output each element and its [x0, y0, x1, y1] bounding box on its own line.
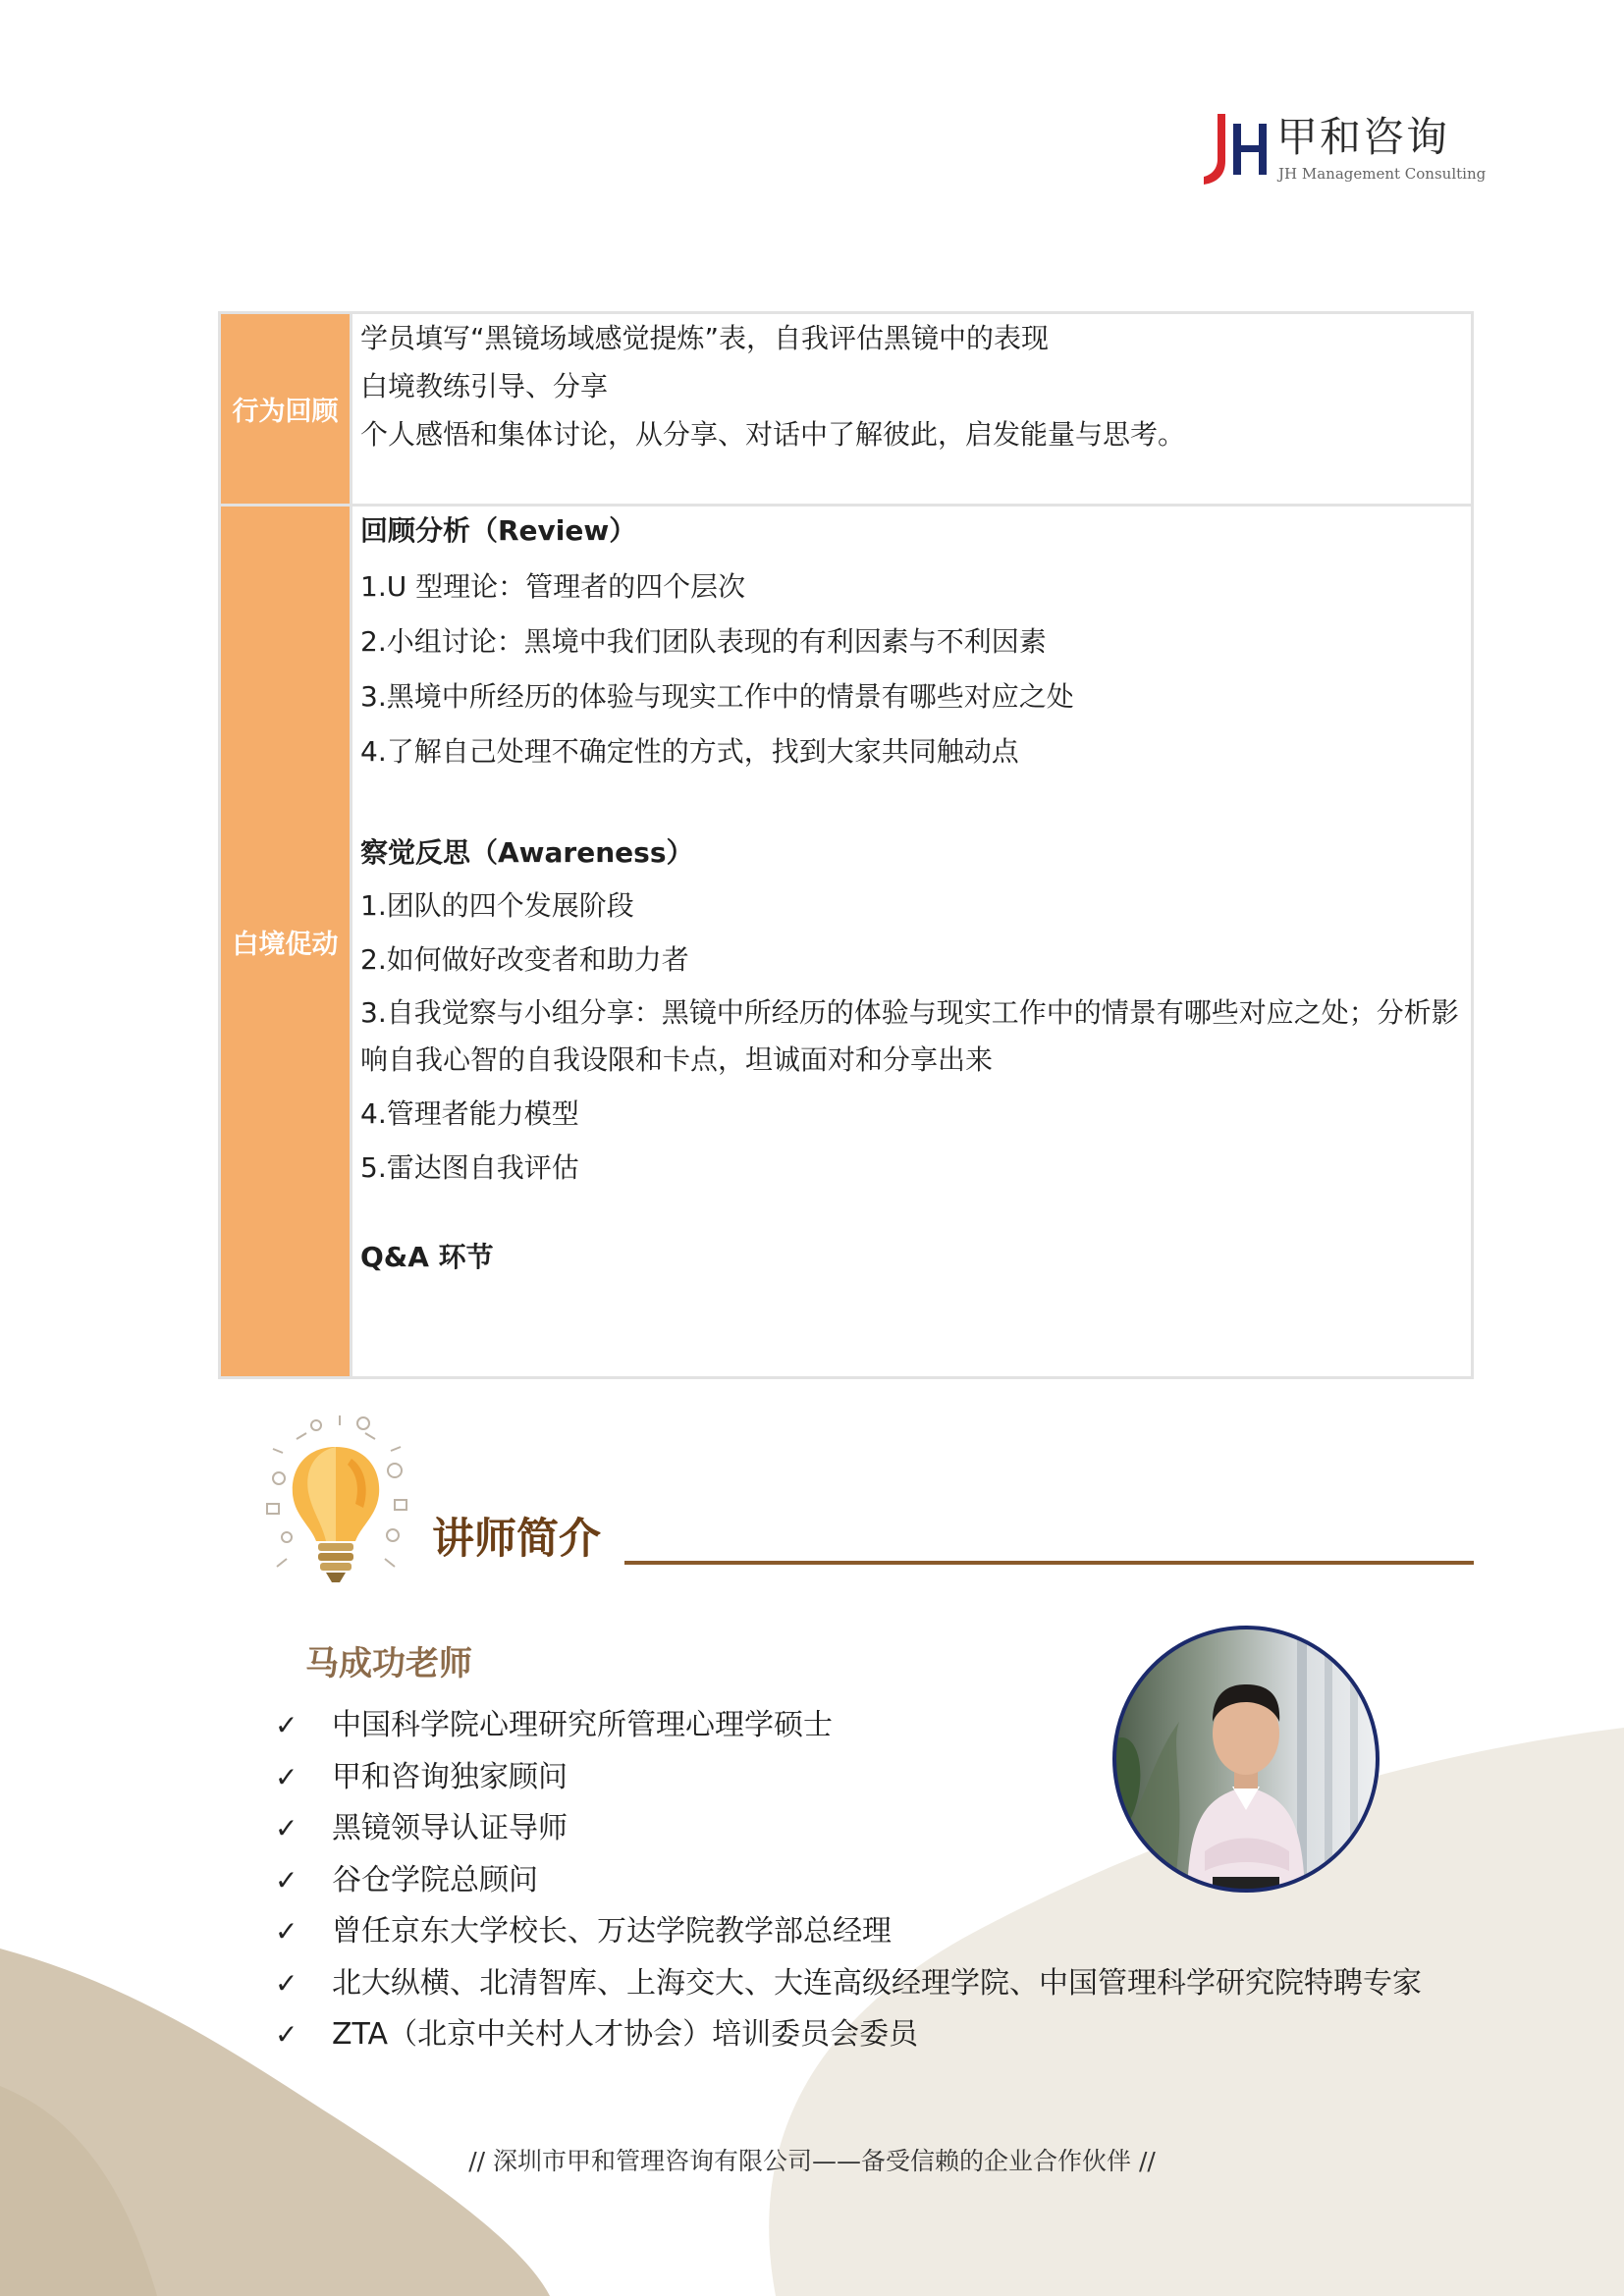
- table-row: [220, 313, 1473, 506]
- check-icon: ✓: [275, 1966, 298, 2000]
- list-item: 4.管理者能力模型: [360, 1097, 579, 1130]
- awareness-heading: 察觉反思（Awareness）: [360, 836, 694, 869]
- list-item: ✓ ZTA（北京中关村人才协会）培训委员会委员: [275, 2009, 1422, 2061]
- logo-chinese-name: 甲和咨询: [1276, 113, 1450, 161]
- check-icon: ✓: [275, 1709, 298, 1741]
- list-item: ✓ 谷仓学院总顾问: [275, 1855, 1422, 1907]
- course-table: [218, 311, 1474, 1379]
- review-heading: 回顾分析（Review）: [360, 514, 637, 547]
- list-item: ✓ 甲和咨询独家顾问: [275, 1752, 1422, 1804]
- page-footer: // 深圳市甲和管理咨询有限公司——备受信赖的企业合作伙伴 //: [468, 2147, 1156, 2175]
- list-item: ✓ 黑镜领导认证导师: [275, 1803, 1422, 1855]
- table-row: [220, 506, 1473, 1378]
- section-divider: [624, 1561, 1474, 1565]
- list-item: 学员填写“黑镜场域感觉提炼”表，自我评估黑镜中的表现: [360, 322, 1050, 354]
- list-item: 2.如何做好改变者和助力者: [360, 943, 689, 976]
- list-item: 1.团队的四个发展阶段: [360, 889, 634, 922]
- list-item: 2.小组讨论：黑境中我们团队表现的有利因素与不利因素: [360, 625, 1047, 658]
- check-icon: ✓: [275, 1863, 298, 1896]
- teacher-avatar: [1110, 1624, 1381, 1895]
- list-item: 3.黑境中所经历的体验与现实工作中的情景有哪些对应之处: [360, 680, 1074, 713]
- list-item: 3.自我觉察与小组分享：黑镜中所经历的体验与现实工作中的情景有哪些对应之处；分析影响自我心智的自我设限和卡点，坦诚面对和分享出来: [360, 996, 1459, 1076]
- check-icon: ✓: [275, 2018, 298, 2051]
- list-item: 白境教练引导、分享: [360, 370, 609, 402]
- logo-english-name: JH Management Consulting: [1278, 165, 1487, 183]
- row-label-behavior-review: 行为回顾: [220, 313, 352, 506]
- row-content-white-facilitation: [352, 506, 1473, 1378]
- list-item: ✓ 北大纵横、北清智库、上海交大、大连高级经理学院、中国管理科学研究院特聘专家: [275, 1958, 1422, 2010]
- check-icon: ✓: [275, 1760, 298, 1793]
- section-title: 讲师简介: [432, 1515, 601, 1564]
- row-label-white-facilitation: 白境促动: [220, 506, 352, 1378]
- teacher-name: 马成功老师: [305, 1644, 472, 1683]
- qa-heading: Q&A 环节: [360, 1241, 494, 1273]
- list-item: ✓ 中国科学院心理研究所管理心理学硕士: [275, 1700, 1422, 1752]
- row-content-behavior-review: [352, 313, 1473, 506]
- check-icon: ✓: [275, 1915, 298, 1948]
- jh-logo-mark: [1200, 110, 1274, 188]
- company-logo: [1200, 110, 1487, 188]
- list-item: 1.U 型理论：管理者的四个层次: [360, 570, 746, 603]
- lightbulb-icon: [257, 1410, 414, 1606]
- list-item: 4.了解自己处理不确定性的方式，找到大家共同触动点: [360, 735, 1019, 768]
- list-item: 5.雷达图自我评估: [360, 1151, 579, 1184]
- check-icon: ✓: [275, 1812, 298, 1844]
- list-item: 个人感悟和集体讨论，从分享、对话中了解彼此，启发能量与思考。: [360, 418, 1186, 451]
- list-item: ✓ 曾任京东大学校长、万达学院教学部总经理: [275, 1906, 1422, 1958]
